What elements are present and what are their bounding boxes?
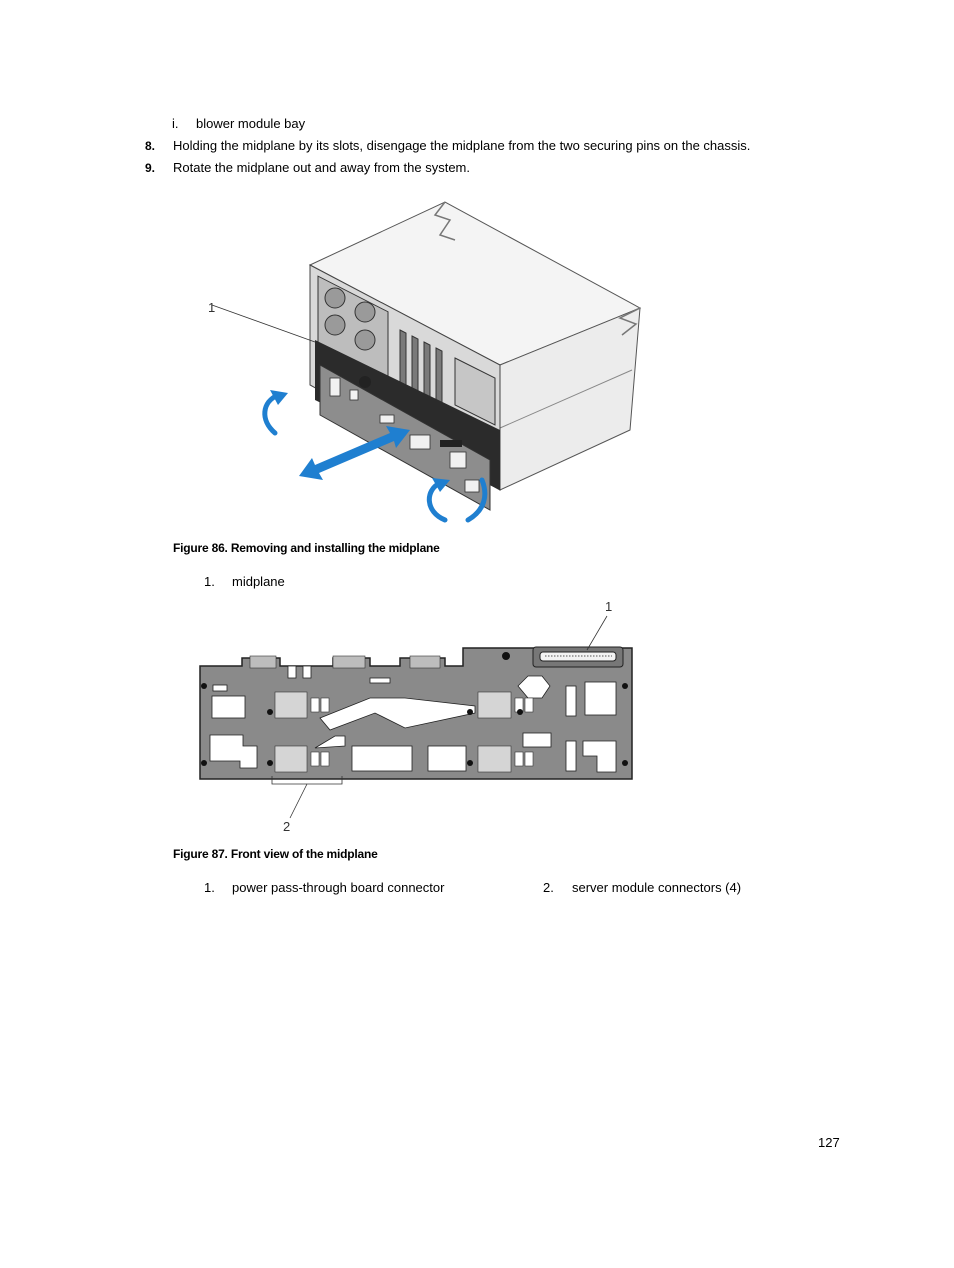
legend-number: 1. (204, 880, 215, 895)
midplane-removal-illustration (200, 190, 650, 535)
legend-number: 2. (543, 880, 554, 895)
figure87-callout-1: 1 (605, 599, 613, 614)
page-number: 127 (818, 1135, 840, 1150)
step-number: 8. (145, 139, 156, 153)
figure-caption: Figure 86. Removing and installing the midplane (173, 541, 440, 555)
figure86-callout: 1 (208, 300, 216, 315)
figure-caption: Figure 87. Front view of the midplane (173, 847, 378, 861)
legend-number: 1. (204, 574, 215, 589)
legend-text: midplane (232, 574, 285, 589)
step-text: Rotate the midplane out and away from the system. (173, 160, 470, 175)
legend-text: server module connectors (4) (572, 880, 742, 895)
step-number: 9. (145, 161, 156, 175)
step-text: Holding the midplane by its slots, disengage the midplane from the two securing pins on the chassis. (173, 138, 751, 153)
substep-marker: i. (172, 116, 179, 131)
substep-text: blower module bay (196, 116, 306, 131)
legend-text: power pass-through board connector (232, 880, 445, 895)
midplane-front-view (195, 598, 640, 838)
figure87-callout-2: 2 (283, 819, 291, 834)
